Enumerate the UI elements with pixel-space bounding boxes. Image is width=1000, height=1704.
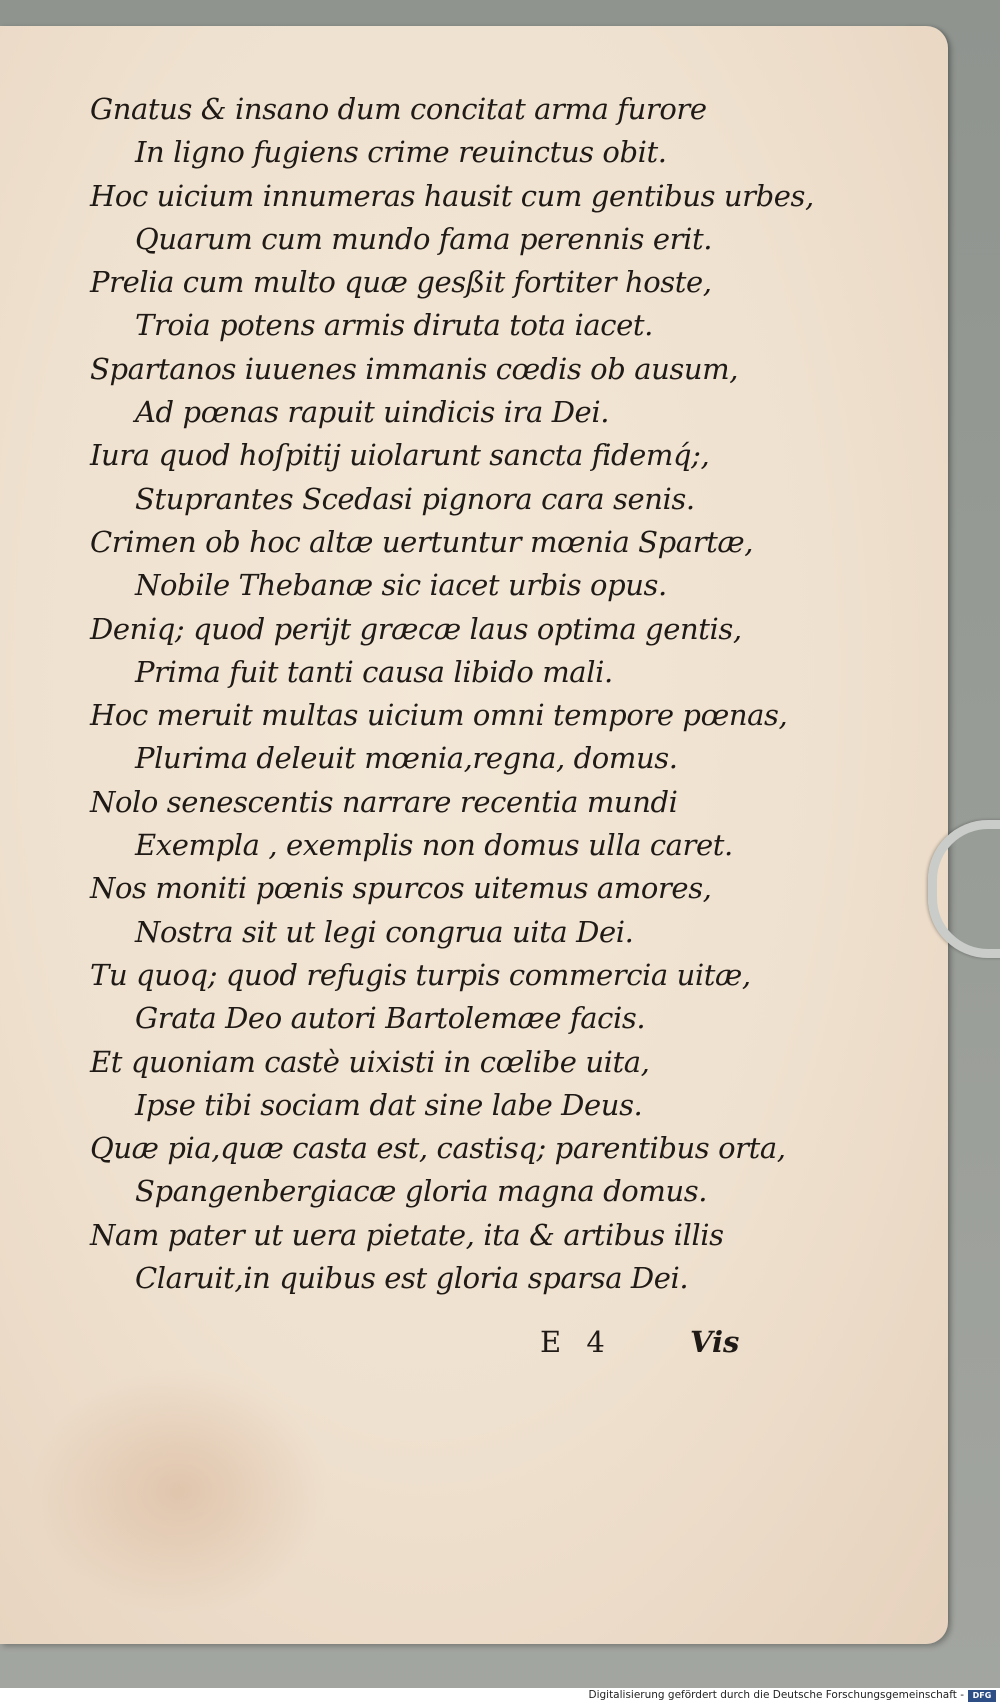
verse-line: Deniq; quod perijt græcæ laus optima gentis,	[90, 611, 742, 646]
verse-line: Iura quod hoſpitij uiolarunt sancta fidemq́;,	[90, 438, 710, 473]
verse-line: Stuprantes Scedasi pignora cara senis.	[135, 481, 695, 516]
verse-line: Ad pœnas rapuit uindicis ira Dei.	[135, 395, 610, 430]
verse-line: Hoc meruit multas uicium omni tempore pœnas,	[90, 698, 788, 733]
signature-mark: E 4	[540, 1325, 613, 1359]
verse-line: Hoc uicium innumeras hausit cum gentibus urbes,	[90, 178, 814, 213]
verse-line: Nobile Thebanæ sic iacet urbis opus.	[135, 568, 667, 603]
verse-line: Troia potens armis diruta tota iacet.	[135, 308, 653, 343]
verse-line: Quarum cum mundo fama perennis erit.	[135, 221, 713, 256]
verse-line: Claruit,in quibus est gloria sparsa Dei.	[135, 1261, 689, 1296]
footer-bar	[0, 1688, 1000, 1704]
verse-line: Prima fuit tanti causa libido mali.	[135, 654, 613, 689]
verse-line: Quæ pia,quæ casta est, castisq; parentibus orta,	[90, 1131, 786, 1166]
verse-line: Prelia cum multo quæ gesßit fortiter hoste,	[90, 265, 712, 300]
verse-line: Nolo senescentis narrare recentia mundi	[90, 784, 678, 819]
funding-credit: Digitalisierung gefördert durch die Deutsche Forschungsgemeinschaft -	[588, 1689, 964, 1701]
verse-line: Spartanos iuuenes immanis cœdis ob ausum,	[90, 351, 739, 386]
dfg-logo: DFG	[968, 1690, 996, 1702]
verse-text	[0, 88, 948, 1300]
verse-line: Nostra sit ut legi congrua uita Dei.	[135, 914, 634, 949]
verse-line: Plurima deleuit mœnia,regna, domus.	[135, 741, 678, 776]
verse-line: Gnatus & insano dum concitat arma furore	[90, 92, 707, 126]
page-stain	[30, 1366, 330, 1616]
verse-line: Tu quoq; quod refugis turpis commercia uitæ,	[90, 957, 751, 992]
verse-line: Crimen ob hoc altæ uertuntur mœnia Spartæ,	[90, 524, 754, 559]
verse-line: Nos moniti pœnis spurcos uitemus amores,	[90, 871, 712, 906]
verse-line: Grata Deo autori Bartolemæe facis.	[135, 1001, 646, 1036]
verse-line: Nam pater ut uera pietate, ita & artibus illis	[90, 1217, 724, 1252]
catchword: Vis	[690, 1325, 740, 1359]
verse-line: Spangenbergiacæ gloria magna domus.	[135, 1174, 708, 1209]
verse-line: Et quoniam castè uixisti in cœlibe uita,	[90, 1044, 650, 1079]
verse-line: Exempla , exemplis non domus ulla caret.	[135, 828, 733, 863]
verse-line: In ligno fugiens crime reuinctus obit.	[135, 135, 667, 170]
verse-line: Ipse tibi sociam dat sine labe Deus.	[135, 1087, 643, 1122]
